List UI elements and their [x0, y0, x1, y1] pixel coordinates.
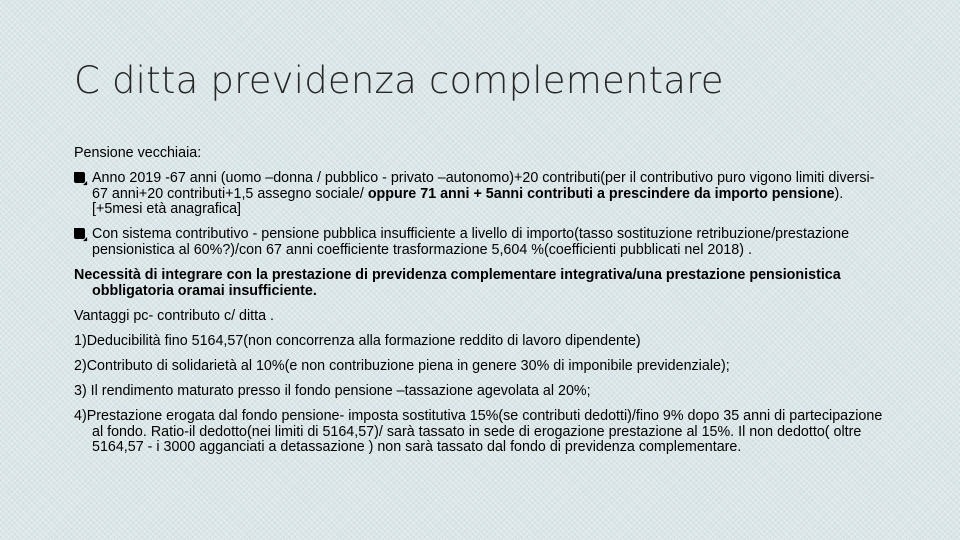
paragraph-necessita — [74, 268, 894, 299]
paragraph-text: ). [+5mesi età anagrafica] — [92, 185, 844, 218]
paragraph-vantaggi — [74, 309, 894, 325]
list-item-3 — [74, 384, 894, 400]
paragraph-pensione-vecchiaia — [74, 146, 894, 162]
paragraph-text: 1)Deducibilità fino 5164,57(non concorrenza alla formazione reddito di lavoro dipendente) — [74, 332, 641, 349]
paragraph-text: Pensione vecchiaia: — [74, 145, 202, 161]
paragraph-bold-text: Necessità di integrare con la prestazione di previdenza complementare integrativa/una prestazione pensionistica obbligatoria oramai insufficiente. — [74, 267, 841, 299]
bullet-marker — [74, 227, 92, 243]
paragraph-text: Anno 2019 -67 anni (uomo –donna / pubblico - privato –autonomo)+20 contributi(per il contributivo puro vigono limiti diversi- 67 anni+20 contributi+1,5 assegno sociale/ — [92, 170, 875, 202]
paragraph-text: Con sistema contributivo - pensione pubblica insufficiente a livello di importo(tasso sostituzione retribuzione/prestazione pensionistica al 60%?)/con 67 anni coefficiente trasformazione 5,604 %(coefficienti pubblicati nel 2018) . — [92, 226, 850, 258]
bullet-item-sistema-contributivo — [74, 227, 894, 258]
paragraph-text: 3) Il rendimento maturato presso il fondo pensione –tassazione agevolata al 20%; — [74, 383, 591, 400]
checkbox-square-bullet-icon — [74, 172, 85, 183]
paragraph-bold-text: oppure 71 anni + 5anni contributi a prescindere da importo pensione — [367, 185, 835, 202]
paragraph-text: 4)Prestazione erogata dal fondo pensione- imposta sostitutiva 15%(se contributi dedotti)/fino 9% dopo 35 anni di partecipazione al fondo. Ratio-il dedotto(nei limiti di 5164,57)/ sarà tassato in sede di erogazione prestazione al 15%. Il non dedotto( oltre 5164,57 - i 3000 agganciati a detassazione ) non sarà tassato dal fondo di previdenza complementare. — [74, 408, 883, 456]
list-item-2 — [74, 359, 894, 375]
paragraph-text: 2)Contributo di solidarietà al 10%(e non contribuzione piena in genere 30% di imponibile previdenziale); — [74, 357, 730, 374]
bullet-item-anno-2019 — [74, 171, 894, 218]
bullet-marker — [74, 171, 92, 187]
slide-title: C ditta previdenza complementare — [74, 59, 724, 102]
checkbox-square-bullet-icon — [74, 228, 85, 239]
paragraph-text: Vantaggi pc- contributo c/ ditta . — [74, 307, 275, 324]
slide-body — [74, 146, 894, 465]
list-item-1 — [74, 334, 894, 350]
list-item-4 — [74, 409, 894, 456]
